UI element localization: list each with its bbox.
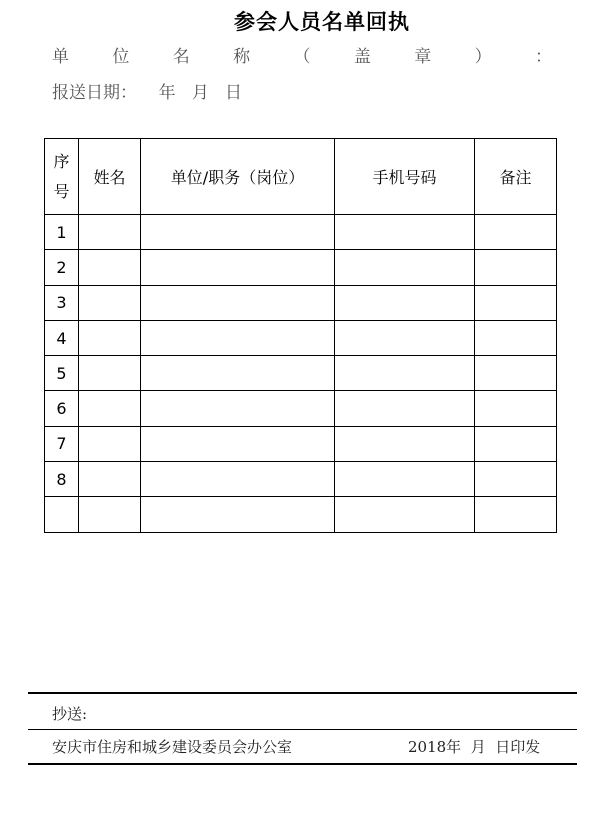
header-name: 姓名: [79, 139, 141, 215]
cell-unit-position[interactable]: [141, 426, 335, 461]
unit-line-char: （: [293, 47, 311, 67]
cell-phone[interactable]: [335, 356, 475, 391]
unit-line-char: 名: [172, 47, 190, 67]
cell-phone[interactable]: [335, 462, 475, 497]
table-header-row: [45, 139, 557, 215]
row-seq: 1: [45, 215, 79, 250]
cell-unit-position[interactable]: [141, 497, 335, 532]
cell-unit-position[interactable]: [141, 250, 335, 285]
cell-unit-position[interactable]: [141, 320, 335, 355]
issue-date: 2018年 月 日印发: [408, 738, 541, 756]
cell-unit-position[interactable]: [141, 285, 335, 320]
cell-phone[interactable]: [335, 320, 475, 355]
cell-name[interactable]: [79, 426, 141, 461]
unit-name-line: [52, 42, 552, 67]
header-seq-top: 序: [53, 151, 70, 171]
cell-name[interactable]: [79, 356, 141, 391]
report-date-line: 报送日期： 年 月 日: [52, 83, 243, 103]
table-row: [45, 215, 557, 250]
table-row: [45, 250, 557, 285]
cell-phone[interactable]: [335, 285, 475, 320]
row-seq: 6: [45, 391, 79, 426]
cell-note[interactable]: [475, 462, 557, 497]
cell-note[interactable]: [475, 215, 557, 250]
row-seq: [45, 497, 79, 532]
issuing-office: 安庆市住房和城乡建设委员会办公室: [52, 738, 293, 756]
cell-unit-position[interactable]: [141, 462, 335, 497]
cell-name[interactable]: [79, 391, 141, 426]
row-seq: 4: [45, 320, 79, 355]
unit-line-char: 称: [233, 47, 251, 67]
table-row: [45, 497, 557, 532]
unit-line-char: 单: [52, 47, 69, 67]
cell-note[interactable]: [475, 497, 557, 532]
cell-phone[interactable]: [335, 215, 475, 250]
cell-unit-position[interactable]: [141, 356, 335, 391]
table-row: [45, 391, 557, 426]
cell-phone[interactable]: [335, 391, 475, 426]
table-row: [45, 462, 557, 497]
cell-name[interactable]: [79, 320, 141, 355]
unit-line-char: 盖: [353, 47, 371, 67]
cell-note[interactable]: [475, 285, 557, 320]
header-note: 备注: [475, 139, 557, 215]
footer-divider-middle: [28, 729, 577, 730]
table-row: [45, 285, 557, 320]
row-seq: 3: [45, 285, 79, 320]
cell-name[interactable]: [79, 497, 141, 532]
cell-note[interactable]: [475, 356, 557, 391]
header-phone: 手机号码: [335, 139, 475, 215]
unit-line-char: 位: [112, 47, 130, 67]
unit-line-char: ：: [535, 47, 552, 67]
cell-name[interactable]: [79, 250, 141, 285]
cell-unit-position[interactable]: [141, 391, 335, 426]
document-title: 参会人员名单回执: [234, 10, 410, 34]
cell-note[interactable]: [475, 250, 557, 285]
row-seq: 7: [45, 426, 79, 461]
cell-note[interactable]: [475, 391, 557, 426]
header-seq: [45, 139, 79, 215]
row-seq: 5: [45, 356, 79, 391]
cell-note[interactable]: [475, 320, 557, 355]
cell-phone[interactable]: [335, 250, 475, 285]
cell-name[interactable]: [79, 462, 141, 497]
cell-name[interactable]: [79, 285, 141, 320]
row-seq: 2: [45, 250, 79, 285]
footer-divider-top: [28, 692, 577, 694]
cell-phone[interactable]: [335, 426, 475, 461]
cell-name[interactable]: [79, 215, 141, 250]
unit-line-char: 章: [414, 47, 432, 67]
table-row: [45, 426, 557, 461]
cell-unit-position[interactable]: [141, 215, 335, 250]
row-seq: 8: [45, 462, 79, 497]
unit-line-char: ）: [474, 47, 492, 67]
footer-divider-bottom: [28, 763, 577, 765]
header-unit-position: 单位/职务（岗位）: [141, 139, 335, 215]
cc-label: 抄送:: [52, 705, 88, 723]
header-seq-bottom: 号: [53, 181, 70, 201]
table-row: [45, 356, 557, 391]
cell-phone[interactable]: [335, 497, 475, 532]
attendee-table: [44, 138, 557, 533]
table-row: [45, 320, 557, 355]
cell-note[interactable]: [475, 426, 557, 461]
